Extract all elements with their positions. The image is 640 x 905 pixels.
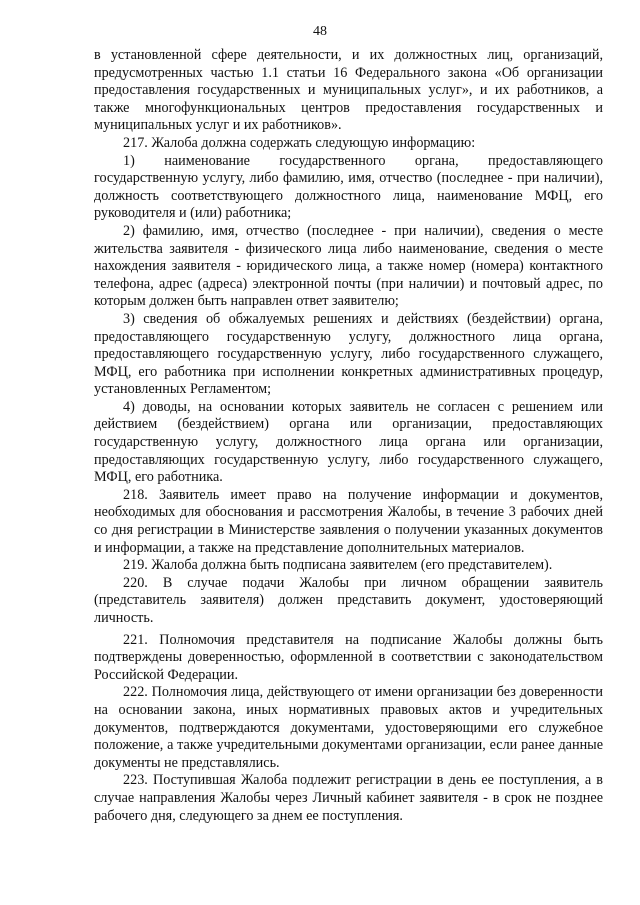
paragraph-219: 219. Жалоба должна быть подписана заявителем (его представителем). bbox=[123, 557, 553, 574]
paragraph-222: 222. Полномочия лица, действующего от имени организации без доверенности на основании закона, иных нормативных правовых актов и учредительных документов, подтверждаются документами, удостоверяющими его служебное положение, а также учредительными документами организации, если ранее данные документы не представлялись. bbox=[94, 684, 603, 771]
paragraph-217: 217. Жалоба должна содержать следующую информацию: bbox=[123, 134, 476, 151]
page-number: 48 bbox=[313, 24, 327, 39]
paragraph-217-item-1: 1) наименование государственного органа, предоставляющего государственную услугу, либо фамилию, имя, отчество (последнее - при наличии), должность соответствующего должностного лица, наименование МФЦ, его руководителя и (или) работника; bbox=[94, 152, 603, 222]
paragraph-217-item-2: 2) фамилию, имя, отчество (последнее - при наличии), сведения о месте жительства заявителя - физического лица либо наименование, сведения о месте нахождения заявителя - юридического лица, а также номер (номера) контактного телефона, адрес (адреса) электронной почты (при наличии) и почтовый адрес, по которым должен быть направлен ответ заявителю; bbox=[94, 222, 603, 310]
paragraph-223: 223. Поступившая Жалоба подлежит регистрации в день ее поступления, а в случае направления Жалобы через Личный кабинет заявителя - в срок не позднее рабочего дня, следующего за днем ее поступления. bbox=[94, 772, 603, 824]
document-body bbox=[94, 47, 603, 825]
paragraph-217-item-4: 4) доводы, на основании которых заявитель не согласен с решением или действием (бездействием) органа или организации, предоставляющих государственную услугу, должностного лица органа или организации, предоставляющих государственную услугу, либо государственного служащего, МФЦ, его работника. bbox=[94, 398, 603, 486]
paragraph-218: 218. Заявитель имеет право на получение информации и документов, необходимых для обоснования и рассмотрения Жалобы, в течение 3 рабочих дней со дня регистрации в Министерстве заявления о получении указанных документов и информации, а также на представление дополнительных материалов. bbox=[94, 486, 603, 556]
paragraph-217-item-3: 3) сведения об обжалуемых решениях и действиях (бездействии) органа, предоставляющего государственную услугу, должностного лица органа, предоставляющего государственную услугу, либо государственного служащего, МФЦ, его работника при исполнении конкретных административных процедур, установленных Регламентом; bbox=[94, 310, 603, 398]
paragraph-221: 221. Полномочия представителя на подписание Жалобы должны быть подтверждены доверенностью, оформленной в соответствии с законодательством Российской Федерации. bbox=[94, 631, 603, 683]
paragraph-continuation: в установленной сфере деятельности, и их должностных лиц, организаций, предусмотренных частью 1.1 статьи 16 Федерального закона «Об организации предоставления государственных и муниципальных услуг», и их работников, а также многофункциональных центров предоставления государственных и муниципальных услуг и их работников». bbox=[94, 47, 603, 134]
paragraph-220: 220. В случае подачи Жалобы при личном обращении заявитель (представитель заявителя) должен представить документ, удостоверяющий личность. bbox=[94, 574, 603, 626]
